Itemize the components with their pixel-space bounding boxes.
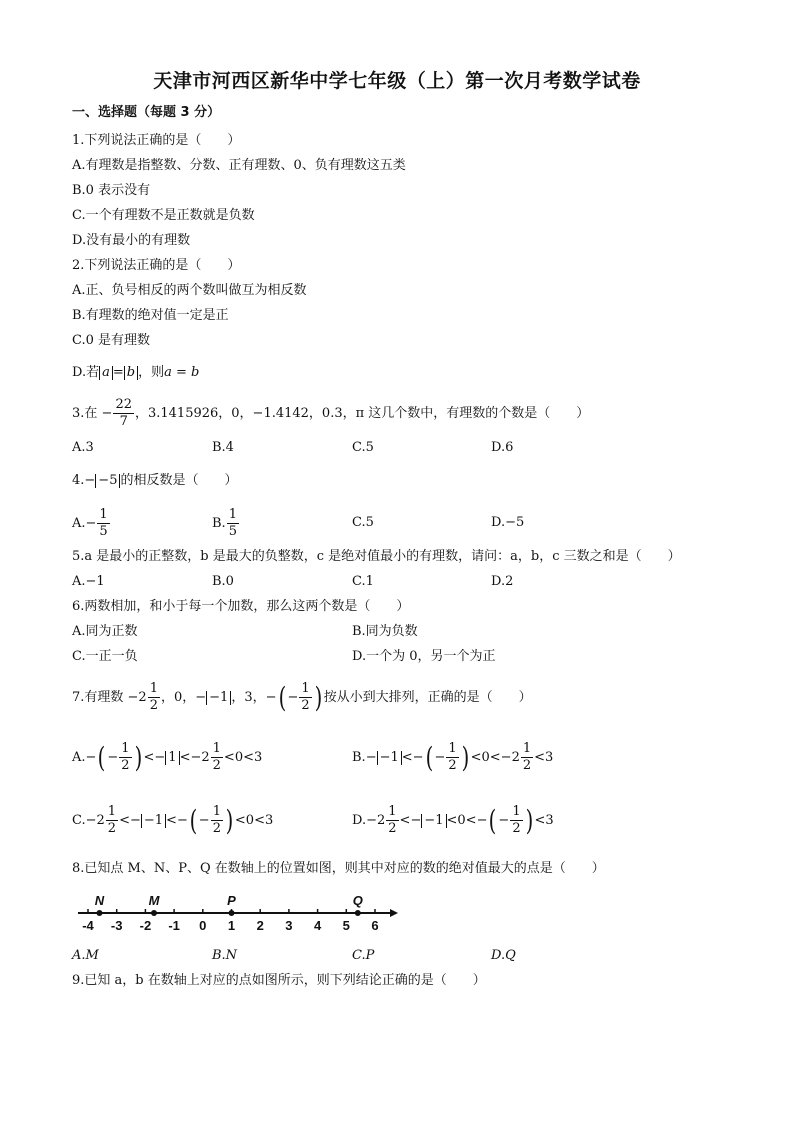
equals-sign: = [112,365,124,380]
question-7-stem: 7.有理数 −2 $\frac{1}{2}$ ，0，− −1 ，3，−( − $\frac{1}{2}$ ) 按从小到大排列，正确的是（ ） [72,680,532,714]
question-6-option-a: A.同为正数 [72,624,138,639]
question-2-option-a: A.正、负号相反的两个数叫做互为相反数 [72,283,307,298]
question-1-option-c: C.一个有理数不是正数就是负数 [72,208,255,223]
question-8-stem: 8.已知点 M、N、P、Q 在数轴上的位置如图，则其中对应的数的绝对值最大的点是（ ） [72,861,605,876]
tick-label: 0 [199,918,207,933]
tick-label: -1 [168,918,180,933]
question-5-option-c: C.1 [352,574,374,589]
option-d-prefix: D.若 [72,365,100,380]
abs-b: b [124,366,138,380]
question-7-option-b: B.− −1 <−( − $\frac{1}{2}$ ) <0<−2 $\frac{1}{2}$ <3 [352,740,554,774]
question-3-option-d: D.6 [491,440,514,455]
question-8-option-a: A.M [72,948,99,963]
abs-neg5: −5 [95,474,120,488]
question-8-option-c: C.P [352,948,375,963]
tick-label: 3 [285,918,293,933]
question-8-option-b: B.N [212,948,238,963]
point-label-m: M [148,893,160,908]
abs-a: a [99,366,113,380]
tick-label: 4 [313,918,322,933]
axis-arrow [390,909,398,917]
question-7-option-c: C.−2 $\frac{1}{2}$ <− −1 <−( − $\frac{1}{2}$ ) <0<3 [72,803,274,837]
question-2-option-d [72,364,199,382]
question-6-option-c: C.一正一负 [72,649,138,664]
question-4-option-d: D.−5 [491,515,525,530]
tick-label: 5 [342,918,350,933]
q3-prefix: 3.在 − [72,406,113,421]
question-1-option-b: B.0 表示没有 [72,183,151,198]
question-2-option-c: C.0 是有理数 [72,333,151,348]
question-6-option-b: B.同为负数 [352,624,418,639]
tick-label: 1 [227,918,236,933]
question-8-option-d: D.Q [491,948,516,963]
question-5-option-d: D.2 [491,574,514,589]
number-line-diagram [72,887,402,937]
question-3-option-a: A.3 [72,440,94,455]
question-5-stem: 5.a 是最小的正整数，b 是最大的负整数，c 是绝对值最小的有理数，请问：a，b，c 三数之和是（ ） [72,549,681,564]
conclusion: a = b [164,365,200,380]
question-6-option-d: D.一个为 0，另一个为正 [352,649,496,664]
question-4-option-c: C.5 [352,515,374,530]
question-3-stem [72,398,589,429]
point-p [229,910,235,916]
point-q [355,910,361,916]
tick-label: -2 [139,918,152,933]
question-9-stem: 9.已知 a，b 在数轴上对应的点如图所示，则下列结论正确的是（ ） [72,973,486,988]
question-2-option-b: B.有理数的绝对值一定是正 [72,308,229,323]
page-title: 天津市河西区新华中学七年级（上）第一次月考数学试卷 [153,70,641,92]
question-6-stem: 6.两数相加，和小于每一个加数，那么这两个数是（ ） [72,599,410,614]
point-label-n: N [94,893,105,908]
question-3-option-c: C.5 [352,440,374,455]
fraction-22-7: $\frac{22}{7}$ [115,397,132,429]
question-7-option-a: A.−( − $\frac{1}{2}$ ) <− 1 <−2 $\frac{1}{2}$ <0<3 [72,740,263,774]
point-label-q: Q [352,893,363,908]
question-1-option-a: A.有理数是指整数、分数、正有理数、0、负有理数这五类 [72,158,406,173]
q4-suffix: 的相反数是（ ） [120,473,238,488]
point-label-p: P [227,893,236,908]
tick-label: -3 [110,918,123,933]
question-5-option-a: A.−1 [72,574,105,589]
q3-rest: ，3.1415926，0，−1.4142，0.3，π 这几个数中，有理数的个数是（ ） [134,406,590,421]
tick-label: -4 [82,918,94,933]
tick-label: 6 [371,918,379,933]
q4-prefix: 4.− [72,473,96,488]
section-heading: 一、选择题（每题 3 分） [72,105,221,120]
question-3-option-b: B.4 [212,440,234,455]
question-4-stem [72,472,237,490]
point-n [96,910,102,916]
question-4-option-a: A.− $\frac{1}{5}$ [72,507,108,539]
question-1-option-d: D.没有最小的有理数 [72,233,191,248]
question-7-option-d: D.−2 $\frac{1}{2}$ <− −1 <0<−( − $\frac{1}{2}$ ) <3 [352,803,554,837]
question-2-stem: 2.下列说法正确的是（ ） [72,258,241,273]
then-text: ，则 [138,365,165,380]
question-5-option-b: B.0 [212,574,234,589]
tick-label: 2 [256,918,264,933]
question-1-stem: 1.下列说法正确的是（ ） [72,133,241,148]
question-4-option-b: B. $\frac{1}{5}$ [212,507,237,539]
point-m [151,910,157,916]
